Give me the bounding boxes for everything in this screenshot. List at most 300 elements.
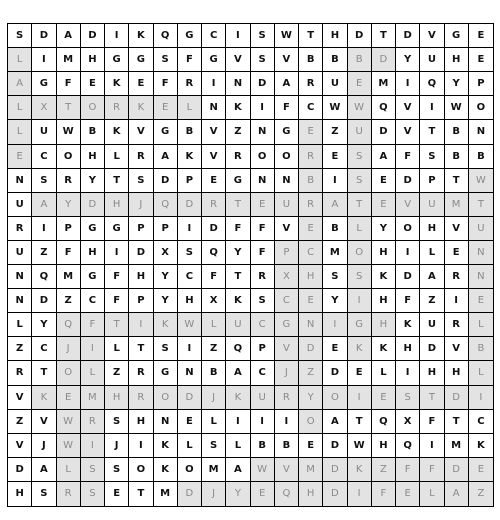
grid-cell-r11-c7[interactable]: H xyxy=(178,289,202,313)
grid-cell-r2-c4[interactable]: K xyxy=(105,72,129,96)
grid-cell-r6-c10[interactable]: N xyxy=(251,169,275,193)
grid-cell-r3-c17[interactable]: I xyxy=(420,96,444,120)
grid-cell-r5-c12[interactable]: R xyxy=(299,145,323,169)
grid-cell-r11-c12[interactable]: E xyxy=(299,289,323,313)
grid-cell-r7-c14[interactable]: T xyxy=(348,193,372,217)
grid-cell-r18-c18[interactable]: D xyxy=(445,458,469,482)
grid-cell-r12-c0[interactable]: L xyxy=(8,313,32,337)
grid-cell-r17-c2[interactable]: W xyxy=(57,434,81,458)
grid-cell-r11-c2[interactable]: Z xyxy=(57,289,81,313)
grid-cell-r17-c18[interactable]: M xyxy=(445,434,469,458)
grid-cell-r4-c10[interactable]: N xyxy=(251,120,275,144)
grid-cell-r13-c13[interactable]: E xyxy=(323,337,347,361)
grid-cell-r18-c16[interactable]: F xyxy=(396,458,420,482)
grid-cell-r7-c6[interactable]: Q xyxy=(154,193,178,217)
grid-cell-r13-c12[interactable]: D xyxy=(299,337,323,361)
grid-cell-r8-c9[interactable]: F xyxy=(226,217,250,241)
grid-cell-r12-c1[interactable]: Y xyxy=(32,313,56,337)
grid-cell-r3-c19[interactable]: O xyxy=(469,96,493,120)
grid-cell-r1-c16[interactable]: Y xyxy=(396,48,420,72)
grid-cell-r19-c19[interactable]: Z xyxy=(469,482,493,506)
grid-cell-r12-c13[interactable]: I xyxy=(323,313,347,337)
grid-cell-r5-c13[interactable]: E xyxy=(323,145,347,169)
grid-cell-r3-c5[interactable]: K xyxy=(129,96,153,120)
grid-cell-r14-c3[interactable]: L xyxy=(81,361,105,385)
grid-cell-r8-c10[interactable]: F xyxy=(251,217,275,241)
grid-cell-r11-c15[interactable]: H xyxy=(372,289,396,313)
grid-cell-r18-c5[interactable]: O xyxy=(129,458,153,482)
grid-cell-r15-c1[interactable]: K xyxy=(32,386,56,410)
grid-cell-r17-c15[interactable]: H xyxy=(372,434,396,458)
grid-cell-r15-c9[interactable]: K xyxy=(226,386,250,410)
grid-cell-r14-c0[interactable]: R xyxy=(8,361,32,385)
grid-cell-r1-c10[interactable]: S xyxy=(251,48,275,72)
grid-cell-r9-c5[interactable]: D xyxy=(129,241,153,265)
grid-cell-r19-c8[interactable]: J xyxy=(202,482,226,506)
grid-cell-r10-c10[interactable]: R xyxy=(251,265,275,289)
grid-cell-r0-c8[interactable]: C xyxy=(202,24,226,48)
grid-cell-r17-c3[interactable]: I xyxy=(81,434,105,458)
grid-cell-r8-c3[interactable]: G xyxy=(81,217,105,241)
grid-cell-r0-c12[interactable]: T xyxy=(299,24,323,48)
grid-cell-r10-c17[interactable]: A xyxy=(420,265,444,289)
grid-cell-r1-c12[interactable]: B xyxy=(299,48,323,72)
grid-cell-r1-c2[interactable]: M xyxy=(57,48,81,72)
grid-cell-r16-c10[interactable]: I xyxy=(251,410,275,434)
grid-cell-r4-c0[interactable]: L xyxy=(8,120,32,144)
grid-cell-r6-c18[interactable]: T xyxy=(445,169,469,193)
grid-cell-r16-c13[interactable]: A xyxy=(323,410,347,434)
grid-cell-r16-c5[interactable]: H xyxy=(129,410,153,434)
grid-cell-r9-c2[interactable]: F xyxy=(57,241,81,265)
grid-cell-r11-c1[interactable]: D xyxy=(32,289,56,313)
grid-cell-r16-c7[interactable]: E xyxy=(178,410,202,434)
grid-cell-r5-c11[interactable]: O xyxy=(275,145,299,169)
grid-cell-r8-c7[interactable]: I xyxy=(178,217,202,241)
grid-cell-r11-c8[interactable]: X xyxy=(202,289,226,313)
grid-cell-r11-c19[interactable]: E xyxy=(469,289,493,313)
grid-cell-r16-c4[interactable]: S xyxy=(105,410,129,434)
grid-cell-r0-c17[interactable]: V xyxy=(420,24,444,48)
grid-cell-r1-c14[interactable]: B xyxy=(348,48,372,72)
grid-cell-r14-c6[interactable]: G xyxy=(154,361,178,385)
grid-cell-r12-c17[interactable]: U xyxy=(420,313,444,337)
grid-cell-r2-c8[interactable]: I xyxy=(202,72,226,96)
grid-cell-r16-c3[interactable]: R xyxy=(81,410,105,434)
grid-cell-r13-c10[interactable]: P xyxy=(251,337,275,361)
grid-cell-r12-c3[interactable]: F xyxy=(81,313,105,337)
grid-cell-r14-c12[interactable]: Z xyxy=(299,361,323,385)
grid-cell-r17-c5[interactable]: I xyxy=(129,434,153,458)
grid-cell-r19-c0[interactable]: H xyxy=(8,482,32,506)
grid-cell-r0-c1[interactable]: D xyxy=(32,24,56,48)
grid-cell-r17-c14[interactable]: W xyxy=(348,434,372,458)
grid-cell-r4-c8[interactable]: V xyxy=(202,120,226,144)
grid-cell-r19-c13[interactable]: D xyxy=(323,482,347,506)
grid-cell-r9-c10[interactable]: F xyxy=(251,241,275,265)
grid-cell-r16-c0[interactable]: Z xyxy=(8,410,32,434)
grid-cell-r10-c19[interactable]: N xyxy=(469,265,493,289)
grid-cell-r17-c6[interactable]: K xyxy=(154,434,178,458)
grid-cell-r17-c9[interactable]: L xyxy=(226,434,250,458)
grid-cell-r3-c1[interactable]: X xyxy=(32,96,56,120)
grid-cell-r14-c16[interactable]: I xyxy=(396,361,420,385)
grid-cell-r0-c15[interactable]: T xyxy=(372,24,396,48)
grid-cell-r14-c13[interactable]: D xyxy=(323,361,347,385)
grid-cell-r14-c2[interactable]: O xyxy=(57,361,81,385)
grid-cell-r3-c18[interactable]: W xyxy=(445,96,469,120)
grid-cell-r18-c12[interactable]: M xyxy=(299,458,323,482)
grid-cell-r15-c13[interactable]: O xyxy=(323,386,347,410)
grid-cell-r13-c9[interactable]: Q xyxy=(226,337,250,361)
grid-cell-r10-c14[interactable]: S xyxy=(348,265,372,289)
grid-cell-r16-c6[interactable]: N xyxy=(154,410,178,434)
grid-cell-r11-c17[interactable]: Z xyxy=(420,289,444,313)
grid-cell-r9-c19[interactable]: N xyxy=(469,241,493,265)
grid-cell-r4-c2[interactable]: W xyxy=(57,120,81,144)
grid-cell-r17-c1[interactable]: J xyxy=(32,434,56,458)
grid-cell-r13-c4[interactable]: L xyxy=(105,337,129,361)
grid-cell-r19-c18[interactable]: A xyxy=(445,482,469,506)
grid-cell-r11-c5[interactable]: P xyxy=(129,289,153,313)
grid-cell-r15-c16[interactable]: S xyxy=(396,386,420,410)
grid-cell-r6-c17[interactable]: P xyxy=(420,169,444,193)
grid-cell-r9-c1[interactable]: Z xyxy=(32,241,56,265)
grid-cell-r18-c11[interactable]: V xyxy=(275,458,299,482)
grid-cell-r14-c18[interactable]: H xyxy=(445,361,469,385)
grid-cell-r7-c11[interactable]: U xyxy=(275,193,299,217)
grid-cell-r16-c8[interactable]: L xyxy=(202,410,226,434)
grid-cell-r15-c3[interactable]: M xyxy=(81,386,105,410)
grid-cell-r4-c3[interactable]: B xyxy=(81,120,105,144)
grid-cell-r14-c15[interactable]: L xyxy=(372,361,396,385)
grid-cell-r6-c7[interactable]: P xyxy=(178,169,202,193)
grid-cell-r16-c11[interactable]: I xyxy=(275,410,299,434)
grid-cell-r13-c11[interactable]: V xyxy=(275,337,299,361)
grid-cell-r14-c17[interactable]: H xyxy=(420,361,444,385)
grid-cell-r14-c14[interactable]: E xyxy=(348,361,372,385)
grid-cell-r9-c6[interactable]: X xyxy=(154,241,178,265)
grid-cell-r4-c14[interactable]: U xyxy=(348,120,372,144)
grid-cell-r4-c4[interactable]: K xyxy=(105,120,129,144)
grid-cell-r2-c0[interactable]: A xyxy=(8,72,32,96)
grid-cell-r7-c10[interactable]: E xyxy=(251,193,275,217)
grid-cell-r0-c6[interactable]: Q xyxy=(154,24,178,48)
grid-cell-r18-c17[interactable]: F xyxy=(420,458,444,482)
grid-cell-r19-c12[interactable]: H xyxy=(299,482,323,506)
grid-cell-r1-c18[interactable]: H xyxy=(445,48,469,72)
grid-cell-r3-c12[interactable]: C xyxy=(299,96,323,120)
grid-cell-r6-c12[interactable]: B xyxy=(299,169,323,193)
grid-cell-r0-c0[interactable]: S xyxy=(8,24,32,48)
grid-cell-r19-c4[interactable]: E xyxy=(105,482,129,506)
grid-cell-r8-c14[interactable]: L xyxy=(348,217,372,241)
grid-cell-r11-c6[interactable]: Y xyxy=(154,289,178,313)
grid-cell-r5-c6[interactable]: A xyxy=(154,145,178,169)
grid-cell-r11-c13[interactable]: Y xyxy=(323,289,347,313)
grid-cell-r15-c17[interactable]: T xyxy=(420,386,444,410)
grid-cell-r2-c1[interactable]: G xyxy=(32,72,56,96)
grid-cell-r10-c4[interactable]: F xyxy=(105,265,129,289)
grid-cell-r9-c4[interactable]: I xyxy=(105,241,129,265)
grid-cell-r10-c6[interactable]: Y xyxy=(154,265,178,289)
grid-cell-r9-c15[interactable]: H xyxy=(372,241,396,265)
grid-cell-r12-c12[interactable]: N xyxy=(299,313,323,337)
grid-cell-r13-c17[interactable]: D xyxy=(420,337,444,361)
grid-cell-r14-c10[interactable]: C xyxy=(251,361,275,385)
grid-cell-r15-c18[interactable]: D xyxy=(445,386,469,410)
grid-cell-r7-c1[interactable]: A xyxy=(32,193,56,217)
grid-cell-r6-c19[interactable]: W xyxy=(469,169,493,193)
grid-cell-r9-c7[interactable]: S xyxy=(178,241,202,265)
grid-cell-r16-c1[interactable]: V xyxy=(32,410,56,434)
grid-cell-r6-c8[interactable]: E xyxy=(202,169,226,193)
grid-cell-r15-c7[interactable]: D xyxy=(178,386,202,410)
grid-cell-r7-c2[interactable]: Y xyxy=(57,193,81,217)
grid-cell-r6-c16[interactable]: D xyxy=(396,169,420,193)
grid-cell-r1-c5[interactable]: G xyxy=(129,48,153,72)
grid-cell-r8-c15[interactable]: Y xyxy=(372,217,396,241)
grid-cell-r17-c12[interactable]: E xyxy=(299,434,323,458)
grid-cell-r8-c17[interactable]: H xyxy=(420,217,444,241)
grid-cell-r13-c2[interactable]: J xyxy=(57,337,81,361)
grid-cell-r4-c16[interactable]: V xyxy=(396,120,420,144)
grid-cell-r7-c5[interactable]: J xyxy=(129,193,153,217)
grid-cell-r10-c1[interactable]: Q xyxy=(32,265,56,289)
grid-cell-r7-c12[interactable]: R xyxy=(299,193,323,217)
grid-cell-r15-c6[interactable]: O xyxy=(154,386,178,410)
grid-cell-r17-c16[interactable]: Q xyxy=(396,434,420,458)
grid-cell-r5-c14[interactable]: S xyxy=(348,145,372,169)
grid-cell-r16-c19[interactable]: C xyxy=(469,410,493,434)
grid-cell-r16-c18[interactable]: T xyxy=(445,410,469,434)
grid-cell-r16-c15[interactable]: Q xyxy=(372,410,396,434)
grid-cell-r2-c10[interactable]: D xyxy=(251,72,275,96)
grid-cell-r12-c6[interactable]: K xyxy=(154,313,178,337)
grid-cell-r10-c2[interactable]: M xyxy=(57,265,81,289)
grid-cell-r9-c14[interactable]: O xyxy=(348,241,372,265)
grid-cell-r18-c19[interactable]: E xyxy=(469,458,493,482)
grid-cell-r15-c14[interactable]: I xyxy=(348,386,372,410)
grid-cell-r0-c7[interactable]: G xyxy=(178,24,202,48)
grid-cell-r8-c11[interactable]: V xyxy=(275,217,299,241)
grid-cell-r6-c3[interactable]: Y xyxy=(81,169,105,193)
grid-cell-r7-c18[interactable]: M xyxy=(445,193,469,217)
grid-cell-r12-c2[interactable]: Q xyxy=(57,313,81,337)
grid-cell-r19-c6[interactable]: M xyxy=(154,482,178,506)
grid-cell-r5-c0[interactable]: E xyxy=(8,145,32,169)
grid-cell-r4-c7[interactable]: B xyxy=(178,120,202,144)
grid-cell-r10-c15[interactable]: K xyxy=(372,265,396,289)
grid-cell-r3-c3[interactable]: O xyxy=(81,96,105,120)
grid-cell-r2-c14[interactable]: E xyxy=(348,72,372,96)
grid-cell-r9-c13[interactable]: M xyxy=(323,241,347,265)
grid-cell-r1-c11[interactable]: V xyxy=(275,48,299,72)
grid-cell-r6-c14[interactable]: S xyxy=(348,169,372,193)
grid-cell-r4-c11[interactable]: G xyxy=(275,120,299,144)
grid-cell-r9-c9[interactable]: Y xyxy=(226,241,250,265)
grid-cell-r5-c8[interactable]: V xyxy=(202,145,226,169)
grid-cell-r4-c5[interactable]: V xyxy=(129,120,153,144)
grid-cell-r9-c3[interactable]: H xyxy=(81,241,105,265)
grid-cell-r3-c0[interactable]: L xyxy=(8,96,32,120)
grid-cell-r10-c16[interactable]: D xyxy=(396,265,420,289)
grid-cell-r3-c7[interactable]: L xyxy=(178,96,202,120)
grid-cell-r18-c4[interactable]: S xyxy=(105,458,129,482)
grid-cell-r0-c5[interactable]: K xyxy=(129,24,153,48)
grid-cell-r11-c14[interactable]: I xyxy=(348,289,372,313)
grid-cell-r12-c8[interactable]: L xyxy=(202,313,226,337)
grid-cell-r10-c18[interactable]: R xyxy=(445,265,469,289)
grid-cell-r11-c18[interactable]: I xyxy=(445,289,469,313)
grid-cell-r9-c0[interactable]: U xyxy=(8,241,32,265)
grid-cell-r19-c17[interactable]: L xyxy=(420,482,444,506)
grid-cell-r7-c7[interactable]: D xyxy=(178,193,202,217)
grid-cell-r14-c9[interactable]: A xyxy=(226,361,250,385)
grid-cell-r4-c17[interactable]: T xyxy=(420,120,444,144)
grid-cell-r19-c16[interactable]: E xyxy=(396,482,420,506)
grid-cell-r14-c8[interactable]: B xyxy=(202,361,226,385)
grid-cell-r10-c5[interactable]: H xyxy=(129,265,153,289)
grid-cell-r17-c7[interactable]: L xyxy=(178,434,202,458)
grid-cell-r18-c14[interactable]: K xyxy=(348,458,372,482)
grid-cell-r2-c6[interactable]: F xyxy=(154,72,178,96)
grid-cell-r18-c6[interactable]: K xyxy=(154,458,178,482)
grid-cell-r12-c15[interactable]: H xyxy=(372,313,396,337)
grid-cell-r9-c18[interactable]: E xyxy=(445,241,469,265)
grid-cell-r1-c4[interactable]: G xyxy=(105,48,129,72)
grid-cell-r17-c8[interactable]: S xyxy=(202,434,226,458)
grid-cell-r16-c14[interactable]: T xyxy=(348,410,372,434)
grid-cell-r0-c9[interactable]: I xyxy=(226,24,250,48)
grid-cell-r2-c11[interactable]: A xyxy=(275,72,299,96)
grid-cell-r13-c7[interactable]: I xyxy=(178,337,202,361)
grid-cell-r0-c14[interactable]: D xyxy=(348,24,372,48)
grid-cell-r7-c8[interactable]: R xyxy=(202,193,226,217)
grid-cell-r4-c19[interactable]: N xyxy=(469,120,493,144)
grid-cell-r8-c0[interactable]: R xyxy=(8,217,32,241)
grid-cell-r18-c9[interactable]: A xyxy=(226,458,250,482)
grid-cell-r14-c5[interactable]: R xyxy=(129,361,153,385)
grid-cell-r1-c7[interactable]: F xyxy=(178,48,202,72)
grid-cell-r12-c4[interactable]: T xyxy=(105,313,129,337)
grid-cell-r8-c6[interactable]: P xyxy=(154,217,178,241)
grid-cell-r2-c9[interactable]: N xyxy=(226,72,250,96)
grid-cell-r6-c1[interactable]: S xyxy=(32,169,56,193)
grid-cell-r18-c7[interactable]: O xyxy=(178,458,202,482)
grid-cell-r9-c16[interactable]: I xyxy=(396,241,420,265)
grid-cell-r0-c18[interactable]: G xyxy=(445,24,469,48)
grid-cell-r7-c0[interactable]: U xyxy=(8,193,32,217)
grid-cell-r12-c9[interactable]: U xyxy=(226,313,250,337)
grid-cell-r5-c3[interactable]: H xyxy=(81,145,105,169)
grid-cell-r5-c7[interactable]: K xyxy=(178,145,202,169)
grid-cell-r0-c16[interactable]: D xyxy=(396,24,420,48)
grid-cell-r5-c16[interactable]: F xyxy=(396,145,420,169)
grid-cell-r5-c5[interactable]: R xyxy=(129,145,153,169)
grid-cell-r11-c16[interactable]: F xyxy=(396,289,420,313)
grid-cell-r8-c16[interactable]: O xyxy=(396,217,420,241)
grid-cell-r9-c17[interactable]: L xyxy=(420,241,444,265)
grid-cell-r7-c9[interactable]: T xyxy=(226,193,250,217)
grid-cell-r8-c13[interactable]: B xyxy=(323,217,347,241)
grid-cell-r17-c19[interactable]: K xyxy=(469,434,493,458)
grid-cell-r2-c15[interactable]: M xyxy=(372,72,396,96)
grid-cell-r2-c17[interactable]: Q xyxy=(420,72,444,96)
grid-cell-r4-c13[interactable]: Z xyxy=(323,120,347,144)
grid-cell-r12-c7[interactable]: W xyxy=(178,313,202,337)
grid-cell-r3-c9[interactable]: K xyxy=(226,96,250,120)
grid-cell-r17-c0[interactable]: V xyxy=(8,434,32,458)
grid-cell-r13-c0[interactable]: Z xyxy=(8,337,32,361)
grid-cell-r5-c2[interactable]: O xyxy=(57,145,81,169)
grid-cell-r7-c3[interactable]: D xyxy=(81,193,105,217)
grid-cell-r2-c19[interactable]: P xyxy=(469,72,493,96)
grid-cell-r7-c13[interactable]: A xyxy=(323,193,347,217)
grid-cell-r12-c5[interactable]: I xyxy=(129,313,153,337)
grid-cell-r14-c19[interactable]: L xyxy=(469,361,493,385)
grid-cell-r1-c13[interactable]: B xyxy=(323,48,347,72)
grid-cell-r8-c4[interactable]: G xyxy=(105,217,129,241)
grid-cell-r8-c1[interactable]: I xyxy=(32,217,56,241)
grid-cell-r5-c9[interactable]: R xyxy=(226,145,250,169)
grid-cell-r3-c10[interactable]: I xyxy=(251,96,275,120)
grid-cell-r13-c3[interactable]: I xyxy=(81,337,105,361)
grid-cell-r13-c14[interactable]: K xyxy=(348,337,372,361)
grid-cell-r13-c18[interactable]: V xyxy=(445,337,469,361)
grid-cell-r12-c11[interactable]: G xyxy=(275,313,299,337)
grid-cell-r5-c10[interactable]: O xyxy=(251,145,275,169)
grid-cell-r19-c2[interactable]: R xyxy=(57,482,81,506)
grid-cell-r2-c2[interactable]: F xyxy=(57,72,81,96)
grid-cell-r5-c4[interactable]: L xyxy=(105,145,129,169)
grid-cell-r3-c16[interactable]: V xyxy=(396,96,420,120)
grid-cell-r18-c10[interactable]: W xyxy=(251,458,275,482)
grid-cell-r3-c14[interactable]: W xyxy=(348,96,372,120)
grid-cell-r4-c9[interactable]: Z xyxy=(226,120,250,144)
grid-cell-r14-c1[interactable]: T xyxy=(32,361,56,385)
grid-cell-r5-c15[interactable]: A xyxy=(372,145,396,169)
grid-cell-r13-c15[interactable]: K xyxy=(372,337,396,361)
grid-cell-r10-c9[interactable]: T xyxy=(226,265,250,289)
grid-cell-r2-c13[interactable]: U xyxy=(323,72,347,96)
grid-cell-r8-c19[interactable]: U xyxy=(469,217,493,241)
grid-cell-r16-c2[interactable]: W xyxy=(57,410,81,434)
grid-cell-r6-c13[interactable]: I xyxy=(323,169,347,193)
grid-cell-r10-c11[interactable]: X xyxy=(275,265,299,289)
grid-cell-r1-c17[interactable]: U xyxy=(420,48,444,72)
grid-cell-r6-c5[interactable]: S xyxy=(129,169,153,193)
grid-cell-r1-c19[interactable]: E xyxy=(469,48,493,72)
grid-cell-r16-c17[interactable]: F xyxy=(420,410,444,434)
grid-cell-r5-c1[interactable]: C xyxy=(32,145,56,169)
grid-cell-r9-c12[interactable]: C xyxy=(299,241,323,265)
grid-cell-r10-c0[interactable]: N xyxy=(8,265,32,289)
grid-cell-r19-c1[interactable]: S xyxy=(32,482,56,506)
grid-cell-r10-c12[interactable]: H xyxy=(299,265,323,289)
grid-cell-r18-c3[interactable]: S xyxy=(81,458,105,482)
grid-cell-r19-c9[interactable]: Y xyxy=(226,482,250,506)
grid-cell-r15-c5[interactable]: R xyxy=(129,386,153,410)
grid-cell-r12-c14[interactable]: G xyxy=(348,313,372,337)
grid-cell-r2-c7[interactable]: R xyxy=(178,72,202,96)
grid-cell-r4-c15[interactable]: D xyxy=(372,120,396,144)
grid-cell-r3-c11[interactable]: F xyxy=(275,96,299,120)
grid-cell-r1-c9[interactable]: V xyxy=(226,48,250,72)
grid-cell-r19-c3[interactable]: S xyxy=(81,482,105,506)
grid-cell-r15-c12[interactable]: Y xyxy=(299,386,323,410)
grid-cell-r4-c18[interactable]: B xyxy=(445,120,469,144)
